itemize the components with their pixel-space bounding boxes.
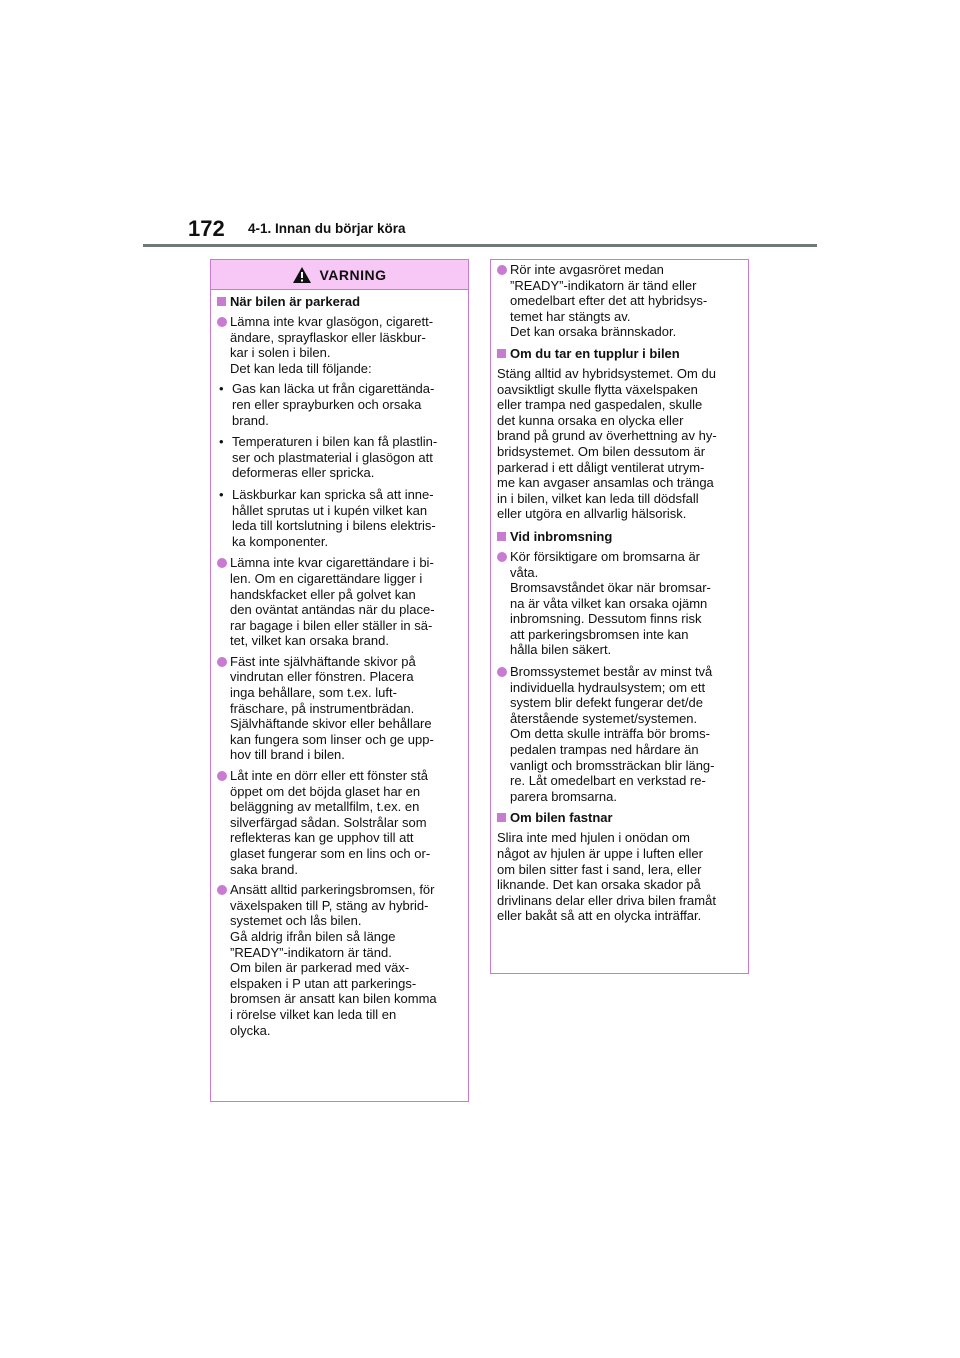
bullet-item: Låt inte en dörr eller ett fönster stå öppet om det böjda glaset har en beläggning av metallfilm, t.ex. en silverfärgad sådan. Solstrålar som reflekteras kan ge upphov till att glaset fungerar som en lins och or- saka brand. [217, 768, 462, 877]
section-title: 4-1. Innan du börjar köra [248, 221, 406, 236]
bullet-item: Kör försiktigare om bromsarna är våta. Bromsavståndet ökar när bromsar- na är våta vilket kan orsaka ojämn inbromsning. Dessutom finns risk att parkeringsbromsen inte kan hålla bilen säkert. [497, 549, 742, 658]
bullet-item: Fäst inte självhäftande skivor på vindrutan eller fönstren. Placera inga behållare, som t.ex. luft- fräschare, på instrumentbrädan. Självhäftande skivor eller behållare kan fungera som linser och ge upp- hov till brand i bilen. [217, 654, 462, 763]
dash-item: • Gas kan läcka ut från cigarettända- ren eller sprayburken och orsaka brand. [219, 381, 435, 428]
dash-bullet-icon: • [219, 381, 224, 397]
bullet-item: Lämna inte kvar cigarettändare i bi- len. Om en cigarettändare ligger i handskfacket eller på golvet kan den oväntat antändas när du place- rar bagage i bilen eller ställer in sä- tet, vilket kan orsaka brand. [217, 555, 462, 649]
circle-bullet-icon [217, 317, 227, 327]
circle-bullet-icon [217, 558, 227, 568]
dash-item: • Temperaturen i bilen kan få plastlin- ser och plastmaterial i glasögon att deformeras eller spricka. [219, 434, 438, 481]
circle-bullet-icon [217, 657, 227, 667]
circle-bullet-icon [217, 885, 227, 895]
subheading-parked: När bilen är parkerad [217, 294, 462, 310]
bullet-item: Rör inte avgasröret medan ”READY”-indikatorn är tänd eller omedelbart efter det att hybridsys- temet har stängts av. Det kan orsaka brännskador. [497, 262, 742, 340]
warning-box-right [490, 259, 749, 974]
square-bullet-icon [497, 349, 506, 358]
circle-bullet-icon [497, 552, 507, 562]
subheading-stuck: Om bilen fastnar [497, 810, 742, 826]
square-bullet-icon [497, 813, 506, 822]
dash-bullet-icon: • [219, 434, 224, 450]
bullet-item: Ansätt alltid parkeringsbromsen, för växelspaken till P, stäng av hybrid- systemet och lås bilen. Gå aldrig ifrån bilen så länge ”READY”-indikatorn är tänd. Om bilen är parkerad med väx- elspaken i P utan att parkerings- bromsen är ansatt kan bilen komma i rörelse vilket kan leda till en olycka. [217, 882, 462, 1038]
dash-bullet-icon: • [219, 486, 224, 502]
square-bullet-icon [217, 297, 226, 306]
warning-label: VARNING [319, 266, 387, 283]
page-number: 172 [188, 216, 225, 241]
header-rule [143, 244, 817, 247]
dash-item: • Läskburkar kan spricka så att inne- hållet sprutas ut i kupén vilket kan leda till kortslutning i bilens elektris- ka komponenter. [219, 486, 436, 549]
bullet-item: Lämna inte kvar glasögon, cigarett- ändare, sprayflaskor eller läskbur- kar i solen i bilen. Det kan leda till följande: [217, 314, 462, 376]
warning-header [211, 260, 468, 290]
paragraph: Stäng alltid av hybridsystemet. Om du oavsiktligt skulle flytta växelspaken eller trampa ned gaspedalen, skulle det kunna orsaka en olycka eller brand på grund av överhettning av hy- bridsystemet. Om bilen dessutom är parkerad i ett dåligt ventilerat utrym- me kan avgaser ansamlas och tränga in i bilen, vilket kan leda till dödsfall eller utgöra en allvarlig hälsorisk. [497, 365, 717, 522]
subheading-nap: Om du tar en tupplur i bilen [497, 346, 742, 362]
paragraph: Slira inte med hjulen i onödan om något av hjulen är uppe i luften eller om bilen sitter fast i sand, lera, eller liknande. Det kan orsaka skador på drivlinans delar eller driva bilen framåt eller bakåt så att en olycka inträffar. [497, 830, 716, 924]
warning-box-left [210, 259, 469, 1102]
circle-bullet-icon [217, 771, 227, 781]
subheading-braking: Vid inbromsning [497, 529, 742, 545]
circle-bullet-icon [497, 667, 507, 677]
bullet-item: Bromssystemet består av minst två individuella hydraulsystem; om ett system blir defekt fungerar det/de återstående systemet/systemen. Om detta skulle inträffa bör broms- pedalen trampas ned hårdare än vanligt och bromssträckan blir läng- re. Låt omedelbart en verkstad re- parera bromsarna. [497, 664, 742, 804]
circle-bullet-icon [497, 265, 507, 275]
warning-triangle-icon [292, 266, 312, 284]
square-bullet-icon [497, 532, 506, 541]
